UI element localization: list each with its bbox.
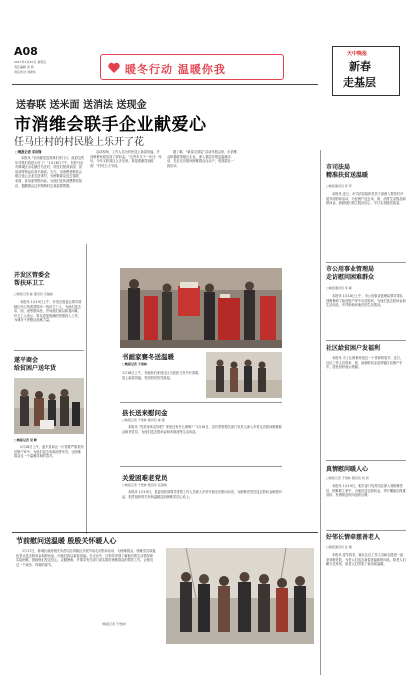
right-divider-2 [326,340,406,341]
left-story2-body: 1月18日上午，遂平县商会一行冒着严寒来到贫困户家中，为他们送去米面油等年货，让困难群众过一个温暖祥和的春节。 [14,445,84,459]
lower-story-title: 关爱困难老党员 [122,474,168,482]
bottom-story-photo [166,548,314,644]
bottom-story-body: 1月17日，驿城区政府相关负责同志到辖区开展节前走访慰问活动，为困难群众、困难党员和退伍老兵送去慰问金和慰问品，向他们致以新春祝福。在走访中，区领导详细了解他们的生活情况和实际困难，鼓励他们坚定信心，克服困难，并要求有关部门切实做好困难群众的帮扶工作，让他们过一个欢乐、祥和的春节。 [16,549,156,567]
date-line: 2017年1月20日 星期五 [14,60,47,64]
right-story2-body: 本报讯 1月18日上午，市公用事业管理局领导带队到困难职工和贫困户家中走访慰问，为他们送去慰问金和生活用品，并详细询问他们的生活情况。 [326,294,406,308]
right-story3-title: 社区給贫困户发福利 [326,345,381,352]
left-divider [14,350,84,351]
column-title-line1: 新春 [349,60,371,73]
lead-body-2: 活动现场，工作人员为村民送上新春祝福，并向困难家庭发放了慰问金。“这些年日子一年比一年好，今年又收到这么多东西，真是感谢党和政府！”村民王大爷说。 [90,150,162,168]
heart-icon [107,60,121,74]
right-story5-body: 本报讯 春节将至，辖区社区工作人员和志愿者一起来到敬老院，为老人们送去新春祝福和慰问品，陪老人们聊天拉家常，给老人们带来了欢乐和温暖。 [326,553,406,567]
right-story4-byline: □晚报记者 于贵林 通讯员 刘 旭 [326,476,369,480]
right-story1-byline: □晚报通讯员 李 军 [326,184,352,188]
bottom-story-credit: （晚报记者 于贵林） [100,622,128,626]
right-divider-4 [326,530,406,531]
banner-text: 暖冬行动 温暖你我 [125,63,226,76]
lead-subhead: 任马庄村的村民脸上乐开了花 [14,137,144,148]
right-story3-body: 本报讯 为了让困难家庭过一个祥和的春节，近日，社区工作人员将米、面、油和慰问金送到辖区贫困户手中。居民纷纷表示感谢。 [326,356,404,370]
left-story2-caption: □晚报记者 吴 峰 [14,438,37,442]
photo-story-byline: □晚报记者 于贵林 [122,362,147,366]
bottom-story-title: 节前慰问送温暖 殷殷关怀暖人心 [16,537,117,545]
center-divider-1 [120,402,282,403]
newspaper-name: 天中晚报 [347,51,368,57]
right-divider-1 [326,262,406,263]
right-story4-body: 本报讯 1月19日，相关部门负责同志深入到困难党员、困难职工家中，为他们送去慰问金，并叮嘱他们保重身体，有困难及时向组织反映。 [326,484,406,498]
header-rule [12,84,318,85]
right-story1-body: 本报讯 近日，市司法局组织党员干部深入帮扶村开展节前慰问活动，为贫困户送去米、面、油等生活物品和慰问金，鼓励他们树立脱贫信心，早日实现脱贫致富。 [326,192,406,206]
center-divider-2 [120,466,282,467]
right-story5-title: 好邻长情牵慈善老人 [326,534,381,541]
lead-byline: □晚报记者 邓岩锋 [15,150,42,154]
lead-kicker: 送春联 送米面 送消法 送现金 [16,100,147,111]
right-story4-title: 真情慰问暖人心 [326,466,369,473]
right-story5-byline: □晚报通讯员 张 楠 [326,545,352,549]
lead-body-1: 本报讯 “东西都是送到我们家门口，政府这些年对我们真是太好了！”1月18日下午，在驻马店市驿城区水屯镇任马庄村，村民们领到米面、食用油等物品后高兴地说。当天，市消费者维权会联合爱心企业走进该村，为困难群众送去春联、米面、食用油等慰问品，为他们宣传消费维权知识，提醒群众过年购物时注意索要票据。 [15,156,85,188]
lead-body-3: 据了解，“新春走基层”活动开展以来，市消维会积极联系辖区企业，深入基层开展送温暖活动，先后走访慰问困难群众百余户，受到群众一致好评。 [167,150,237,168]
left-story1-body: 本报讯 1月19日上午，开发区管委会领导到辖区环卫所看望慰问一线环卫工人，为他们送去米、面、油等慰问品，并向他们致以新春问候。环卫工人表示，将以更加饱满的热情投入工作，为城市干净整洁贡献力量。 [14,300,82,323]
right-story1-title: 市司法局 精准扶贫送温暖 [326,164,369,179]
page-number: A08 [14,45,38,58]
bottom-rule [12,532,318,533]
left-story1-byline: □晚报记者 崔 通讯员 马瑞娟 [14,292,53,296]
right-story2-byline: □晚报通讯员 李 峰 [326,286,352,290]
calligraphy-photo [120,268,282,348]
center-small-photo [206,352,282,398]
column-divider-right [320,150,321,675]
column-title-line2: 走基层 [343,76,376,89]
mid-story-body: 本报讯 “您老身体还好吧？家里还有什么困难？”1月18日，县长带领相关部门负责人深入乡村走访慰问困难群众和老党员，为他们送去慰问金和米面油等生活用品。 [122,425,282,434]
mid-story-byline: □晚报记者 于贵林 通讯员 崔 强 [122,418,165,422]
campaign-banner [100,54,284,80]
lower-story-byline: □晚报记者 于贵林 通讯员 张国建 [122,483,167,487]
column-logo [332,46,400,96]
right-story2-title: 市公用事业管理局 走访慰问困难群众 [326,266,375,281]
lower-story-body: 本报讯 1月19日，县委组织部领导带领工作人员深入乡村开展走访慰问活动，为困难老党员送去慰问金和慰问品，把党组织的关怀和温暖送到困难党员心坎上。 [122,490,282,499]
lead-headline: 市消维会联手企业献爱心 [14,115,207,135]
editor-line: 责任编辑 吴 新 [14,65,34,69]
column-divider-left [86,244,87,534]
right-divider-3 [326,460,406,461]
photo-story-title: 书画家赛冬送温暖 [122,353,174,361]
designer-line: 责任校对 刘建华 [14,70,36,74]
mid-story-title: 县长送来慰问金 [122,409,168,417]
left-story2-title: 遂平商会 给贫困户送年货 [14,357,57,372]
photo-story-caption: 1月18日上午，书画家们来到社区为居民义务书写春联，送上新春祝福，受到居民热烈欢迎。 [122,371,202,380]
left-story1-title: 开发区管委会 帮扶环卫工 [14,272,51,287]
left-story2-photo [14,378,84,434]
